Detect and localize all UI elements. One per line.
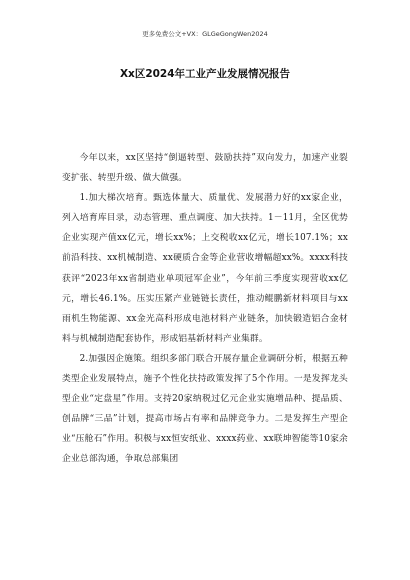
document-body [62, 148, 348, 470]
paragraph-section-1: 1.加大梯次培育。甄选体量大、质量优、发展潜力好的xx家企业，列入培育库目录，动态管理、重点调度、加大扶持。1－11月，全区优势企业实现产值xx亿元，增长xx%；上交税收xx亿元，增长107.1%；xx前沿科技、xx机械制造、xx硬质合金等企业营收增幅超xx%。xxxx科技获评“2023年xx省制造业单项冠军企业”，今年前三季度实现营收xx亿元，增长46.1%。压实压紧产业链链长责任，推动鲲鹏新材料项目与xx雨机生物能源、xx金光高科形成电池材料产业链条，加快锻造铝合金材料与机械制造配套协作，形成铝基新材料产业集群。 [62, 193, 348, 344]
header-note: 更多免费公文+VX：GLGeGongWen2024 [142, 30, 268, 38]
document-title: Xx区2024年工业产业发展情况报告 [119, 68, 291, 80]
paragraph-section-2: 2.加强因企施策。组织多部门联合开展存量企业调研分析，根据五种类型企业发展特点，施予个性化扶持政策发挥了5个作用。一是发挥龙头型企业“定盘星”作用。支持20家纳税过亿元企业实施增品种、提品质、创品牌“三品”计划，提高市场占有率和品牌竞争力。二是发挥生产型企业“压舱石”作用。积极与xx恒安纸业、xxxx药业、xx联坤智能等10家余企业总部沟通，争取总部集团 [62, 353, 348, 465]
paragraph-intro: 今年以来，xx区坚持“倒逼转型、鼓励扶持”双向发力，加速产业裂变扩张、转型升级、做大做强。 [62, 153, 348, 184]
